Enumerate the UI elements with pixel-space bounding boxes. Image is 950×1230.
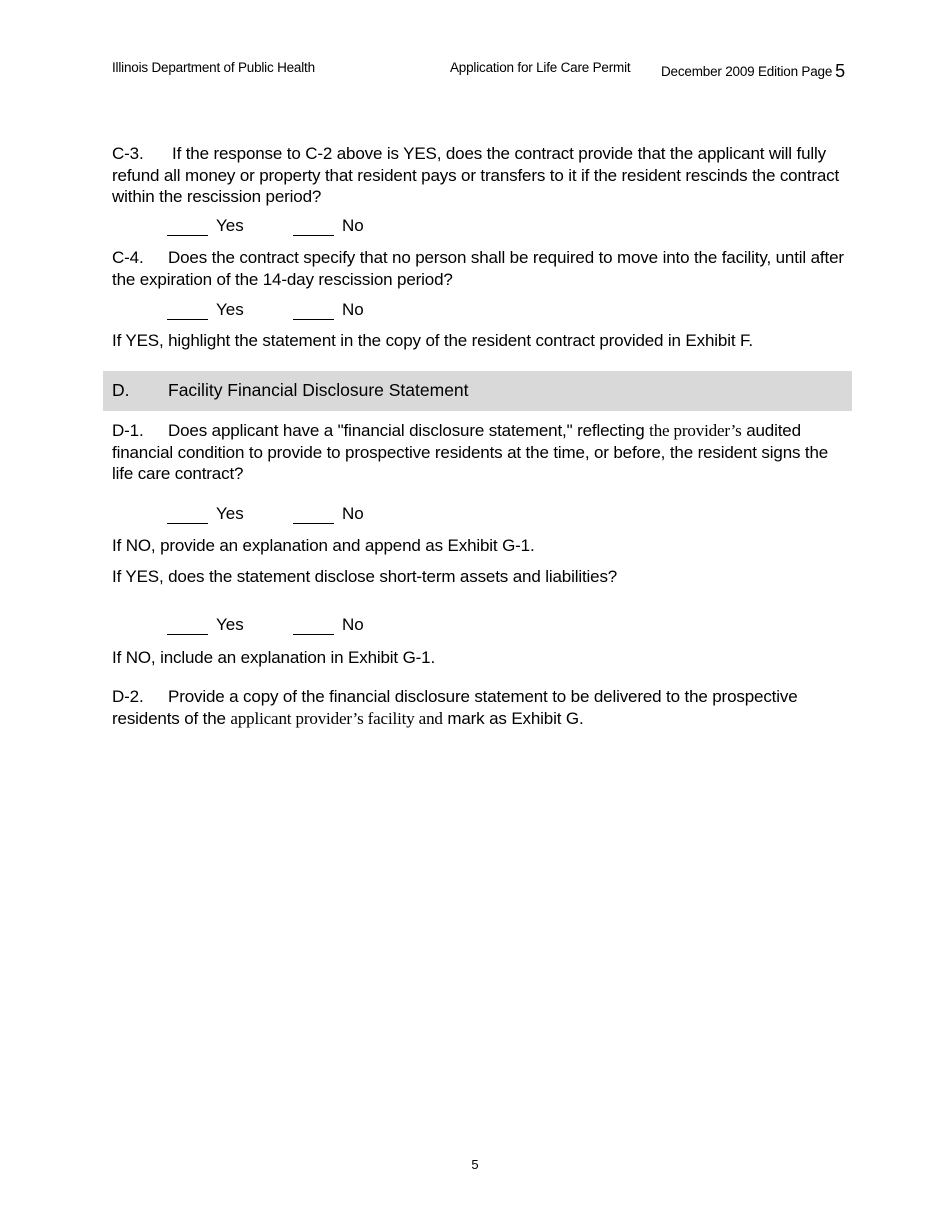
- yes-label: Yes: [216, 216, 244, 235]
- d1-no-blank[interactable]: [293, 505, 334, 524]
- yes-label: Yes: [216, 300, 244, 319]
- c4-yes-blank[interactable]: [167, 301, 208, 320]
- no-label: No: [342, 300, 364, 319]
- question-text-serif: the provider’s: [649, 421, 742, 440]
- header-edition-text: December 2009 Edition Page: [661, 64, 833, 79]
- question-text-serif: applicant provider’s facility and: [230, 708, 443, 728]
- c4-no-blank[interactable]: [293, 301, 334, 320]
- d1-assets-no-blank[interactable]: [293, 616, 334, 635]
- c3-yes-no: [167, 216, 364, 238]
- yes-label: Yes: [216, 615, 244, 634]
- question-c4: [112, 247, 852, 290]
- no-label: No: [342, 615, 364, 634]
- d1-assets-yes-blank[interactable]: [167, 616, 208, 635]
- header-page-number: 5: [835, 61, 845, 81]
- question-text-a: Does applicant have a "financial disclosure statement," reflecting: [168, 421, 645, 440]
- question-number: C-3.: [112, 144, 144, 163]
- section-d-heading: [103, 371, 852, 411]
- question-text-b: mark as Exhibit G.: [447, 708, 584, 728]
- section-title: Facility Financial Disclosure Statement: [168, 380, 469, 400]
- question-text-b: audited financial condition to provide to prospective residents at the time, or before, the resident signs the life care contract?: [112, 421, 829, 483]
- no-label: No: [342, 216, 364, 235]
- c3-no-blank[interactable]: [293, 217, 334, 236]
- d1-yes-blank[interactable]: [167, 505, 208, 524]
- section-letter: D.: [112, 380, 130, 400]
- header-agency: Illinois Department of Public Health: [112, 60, 315, 75]
- question-text: If the response to C-2 above is YES, does the contract provide that the applicant will fully refund all money or property that resident pays or transfers to it if the resident rescinds the contract within the rescission period?: [112, 144, 840, 206]
- header-form-title: Application for Life Care Permit: [450, 60, 631, 75]
- d1-assets-no-option: [293, 615, 364, 635]
- d1-yes-no: [167, 504, 364, 526]
- footer-page-number: 5: [471, 1157, 479, 1172]
- no-label: No: [342, 504, 364, 523]
- question-number: C-4.: [112, 248, 144, 267]
- c4-no-option: [293, 300, 364, 320]
- question-text-a: Provide a copy of the financial disclosure statement to be delivered to the prospective residents of the: [112, 687, 798, 728]
- c3-no-option: [293, 216, 364, 236]
- question-number: D-1.: [112, 421, 144, 440]
- c3-yes-blank[interactable]: [167, 217, 208, 236]
- question-text: Does the contract specify that no person shall be required to move into the facility, until after the expiration of the 14-day rescission period?: [112, 248, 844, 289]
- page-header: [112, 58, 845, 81]
- d1-assets-yes-no: [167, 615, 364, 637]
- question-c3: [112, 143, 852, 208]
- header-edition: [661, 60, 845, 81]
- c4-yes-no: [167, 300, 364, 322]
- yes-label: Yes: [216, 504, 244, 523]
- d1-if-no: If NO, provide an explanation and append as Exhibit G-1.: [112, 536, 535, 555]
- question-d2: [112, 686, 852, 729]
- question-d1: [112, 420, 852, 485]
- d1-if-no-2: If NO, include an explanation in Exhibit G-1.: [112, 648, 436, 667]
- question-number: D-2.: [112, 687, 144, 706]
- d1-no-option: [293, 504, 364, 524]
- d1-if-yes: If YES, does the statement disclose short-term assets and liabilities?: [112, 567, 618, 586]
- c4-followup: If YES, highlight the statement in the copy of the resident contract provided in Exhibit F.: [112, 331, 753, 350]
